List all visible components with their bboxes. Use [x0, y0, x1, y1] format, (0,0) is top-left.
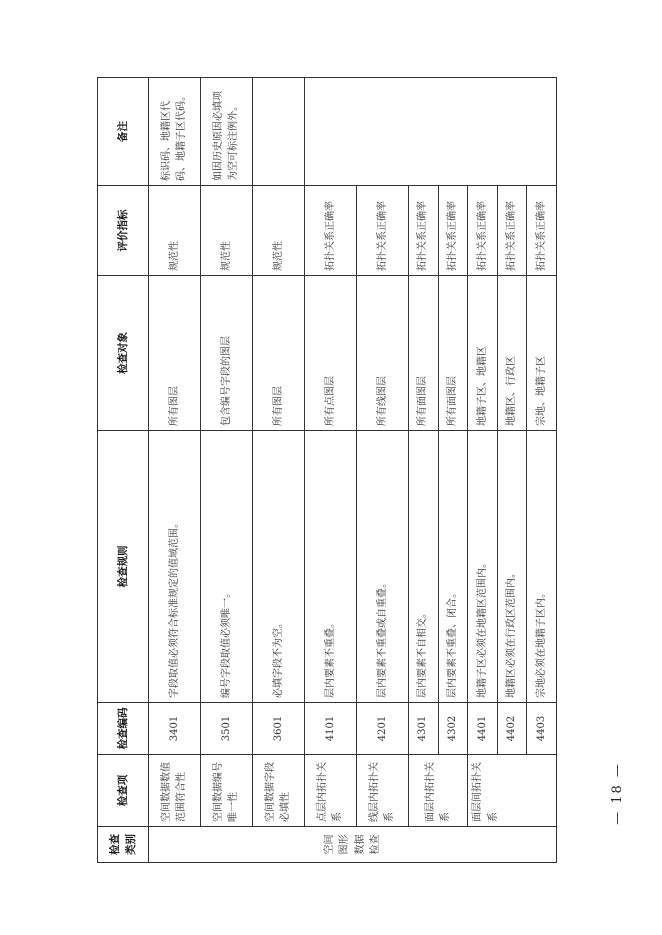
- code-cell: 4403: [527, 703, 557, 755]
- code-cell: 4302: [438, 703, 468, 755]
- rotated-table-container: [97, 78, 557, 863]
- table-row: [438, 78, 468, 863]
- item-cell: 空间数据字段必填性: [252, 755, 304, 827]
- metric-cell: 拓扑关系正确率: [356, 186, 408, 276]
- note-cell: [252, 78, 304, 186]
- rule-cell: 地籍子区必须在地籍区范围内。: [468, 431, 498, 703]
- header-code: 检查编码: [98, 703, 149, 755]
- rule-cell: 必填字段不为空。: [252, 431, 304, 703]
- object-cell: 所有图层: [252, 276, 304, 431]
- metric-cell: 拓扑关系正确率: [304, 186, 356, 276]
- item-cell: 面层内拓扑关系: [408, 755, 467, 827]
- metric-cell: 规范性: [149, 186, 201, 276]
- rule-cell: 层内要素不自相交。: [408, 431, 438, 703]
- object-cell: 地籍区、行政区: [497, 276, 527, 431]
- header-metric: 评价指标: [98, 186, 149, 276]
- table-row: [356, 78, 408, 863]
- item-cell: 线层内拓扑关系: [356, 755, 408, 827]
- metric-cell: 拓扑关系正确率: [497, 186, 527, 276]
- object-cell: 所有面图层: [438, 276, 468, 431]
- table-row: [200, 78, 252, 863]
- rule-cell: 层内要素不重叠或自重叠。: [356, 431, 408, 703]
- rule-cell: 宗地必须在地籍子区内。: [527, 431, 557, 703]
- metric-cell: 拓扑关系正确率: [527, 186, 557, 276]
- rule-cell: 地籍区必须在行政区范围内。: [497, 431, 527, 703]
- object-cell: 宗地、地籍子区: [527, 276, 557, 431]
- code-cell: 3401: [149, 703, 201, 755]
- object-cell: 地籍子区、地籍区: [468, 276, 498, 431]
- note-cell: 如因历史原因必填项为空可标注例外。: [200, 78, 252, 186]
- rule-cell: 层内要素不重叠、闭合。: [438, 431, 468, 703]
- item-cell: 面层间拓扑关系: [468, 755, 557, 827]
- table-row: [252, 78, 304, 863]
- code-cell: 3601: [252, 703, 304, 755]
- header-rule: 检查规则: [98, 431, 149, 703]
- object-cell: 包含编号字段的图层: [200, 276, 252, 431]
- rule-cell: 编号字段取值必须唯一。: [200, 431, 252, 703]
- item-cell: 空间数据数值范围符合性: [149, 755, 201, 827]
- object-cell: 所有线图层: [356, 276, 408, 431]
- rule-cell: 字段取值必须符合标准规定的值域范围。: [149, 431, 201, 703]
- header-category: 检查类别: [98, 827, 149, 863]
- table-row: [149, 78, 201, 863]
- table-row: [468, 78, 498, 863]
- table-row: [304, 78, 356, 863]
- item-cell: 空间数据编号唯一性: [200, 755, 252, 827]
- table-row: [497, 78, 527, 863]
- header-item: 检查项: [98, 755, 149, 827]
- object-cell: 所有面图层: [408, 276, 438, 431]
- table-header-row: [98, 78, 149, 863]
- page-number: — 18 —: [609, 762, 625, 825]
- object-cell: 所有图层: [149, 276, 201, 431]
- code-cell: 4201: [356, 703, 408, 755]
- header-note: 备注: [98, 78, 149, 186]
- code-cell: 3501: [200, 703, 252, 755]
- category-cell: 空间图形数据检查: [149, 827, 557, 863]
- metric-cell: 规范性: [252, 186, 304, 276]
- code-cell: 4401: [468, 703, 498, 755]
- table-row: [408, 78, 438, 863]
- table-row: [527, 78, 557, 863]
- note-cell: 标识码、地籍区代码、地籍子区代码。: [149, 78, 201, 186]
- header-object: 检查对象: [98, 276, 149, 431]
- metric-cell: 拓扑关系正确率: [438, 186, 468, 276]
- object-cell: 所有点图层: [304, 276, 356, 431]
- metric-cell: 拓扑关系正确率: [468, 186, 498, 276]
- metric-cell: 拓扑关系正确率: [408, 186, 438, 276]
- code-cell: 4101: [304, 703, 356, 755]
- inspection-rules-table: [97, 77, 557, 863]
- code-cell: 4301: [408, 703, 438, 755]
- rule-cell: 层内要素不重叠。: [304, 431, 356, 703]
- note-cell: [304, 78, 556, 186]
- code-cell: 4402: [497, 703, 527, 755]
- metric-cell: 规范性: [200, 186, 252, 276]
- item-cell: 点层内拓扑关系: [304, 755, 356, 827]
